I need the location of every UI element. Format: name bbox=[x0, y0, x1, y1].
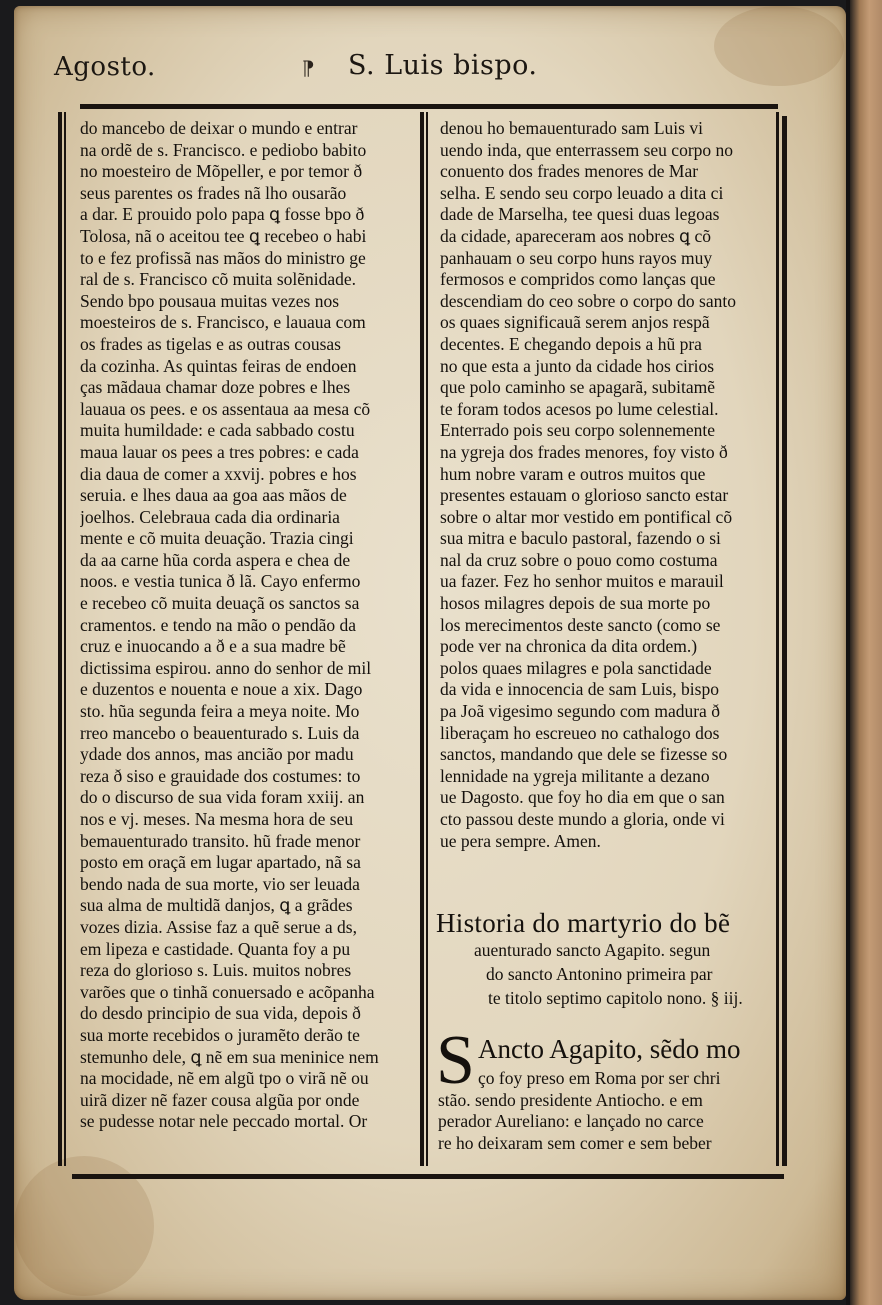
text-line: seus parentes os frades nã lho ousarão bbox=[80, 182, 347, 203]
column-rule-left bbox=[58, 112, 62, 1166]
text-line: dade de Marselha, tee quesi duas legoas bbox=[440, 204, 720, 225]
text-line: da cozinha. As quintas feiras de endoen bbox=[80, 355, 357, 376]
text-line: varões que o tinhã conuersado e acõpanha bbox=[80, 981, 375, 1002]
text-line: sua mitra e baculo pastoral, fazendo o si bbox=[440, 528, 721, 549]
column-rule-right bbox=[776, 112, 779, 1166]
running-header-saint: S. Luis bispo. bbox=[348, 50, 538, 81]
text-line: hum nobre varam e outros muitos que bbox=[440, 463, 706, 484]
text-line: em lipeza e castidade. Quanta foy a pu bbox=[80, 938, 351, 959]
text-line: los merecimentos deste sancto (como se bbox=[440, 614, 721, 635]
text-line: fermosos e compridos como lanças que bbox=[440, 269, 716, 290]
section-subheading: do sancto Antonino primeira par bbox=[486, 964, 713, 984]
paragraph-mark: ⁋ bbox=[302, 56, 315, 80]
section-subheading: auenturado sancto Agapito. segun bbox=[474, 940, 711, 960]
text-line: do o discurso de sua vida foram xxiij. an bbox=[80, 787, 365, 808]
text-line: no moesteiro de Mõpeller, e por temor ð bbox=[80, 161, 363, 182]
text-line: panhauam o seu corpo huns rayos muy bbox=[440, 247, 713, 268]
text-line: bendo nada de sua morte, vio ser leuada bbox=[80, 873, 360, 894]
text-line: perador Aureliano: e lançado no carce bbox=[438, 1111, 704, 1132]
text-line: selha. E sendo seu corpo leuado a dita ci bbox=[440, 182, 724, 203]
text-line: joelhos. Celebraua cada dia ordinaria bbox=[80, 506, 340, 527]
text-line: ço foy preso em Roma por ser chri bbox=[478, 1068, 721, 1088]
text-line: na ygreja dos frades menores, foy visto ð bbox=[440, 441, 728, 462]
text-line: ue Dagosto. que foy ho dia em que o san bbox=[440, 787, 725, 808]
text-line: uendo inda, que enterrassem seu corpo no bbox=[440, 139, 734, 160]
text-line: reza do glorioso s. Luis. muitos nobres bbox=[80, 960, 352, 981]
text-line: rreo mancebo o beauenturado s. Luis da bbox=[80, 722, 360, 743]
text-line: denou ho bemauenturado sam Luis vi bbox=[440, 118, 703, 138]
column-rule-middle bbox=[420, 112, 424, 1166]
text-line: bemauenturado transito. hũ frade menor bbox=[80, 830, 361, 851]
text-line: Sendo bpo pousaua muitas vezes nos bbox=[80, 290, 340, 311]
text-line: mente e cõ muita deuação. Trazia cingi bbox=[80, 528, 354, 549]
left-text-column bbox=[80, 118, 410, 1133]
text-line: reza ð siso e grauidade dos costumes: to bbox=[80, 765, 361, 786]
bottom-rule bbox=[72, 1174, 784, 1179]
text-line: descendiam do ceo sobre o corpo do santo bbox=[440, 290, 736, 311]
text-line: ral de s. Francisco cõ muita solẽnidade. bbox=[80, 269, 357, 290]
text-line: polos quaes milagres e pola sanctidade bbox=[440, 657, 712, 678]
text-line: seruia. e lhes daua aa goa aas mãos de bbox=[80, 485, 347, 506]
text-line: os frades as tigelas e as outras cousas bbox=[80, 333, 341, 354]
text-line: moesteiros de s. Francisco, e lauaua com bbox=[80, 312, 366, 333]
column-rule-middle-inner bbox=[426, 112, 428, 1166]
right-text-column bbox=[440, 118, 770, 852]
text-line: ue pera sempre. Amen. bbox=[440, 830, 601, 851]
text-line: sto. hũa segunda feira a meya noite. Mo bbox=[80, 701, 360, 722]
text-line: do mancebo de deixar o mundo e entrar bbox=[80, 118, 358, 138]
text-line: stão. sendo presidente Antiocho. e em bbox=[438, 1089, 703, 1110]
text-line: to e fez profissã nas mãos do ministro ge bbox=[80, 247, 366, 268]
text-line: do desdo principio de sua vida, depois ð bbox=[80, 1003, 361, 1024]
water-stain bbox=[714, 6, 844, 86]
text-line: e recebeo cõ muita deuaçã os sanctos sa bbox=[80, 593, 360, 614]
section-heading: Historia do martyrio do bẽ bbox=[436, 908, 731, 938]
text-line: a dar. E prouido polo papa ꝗ fosse bpo ð bbox=[80, 204, 365, 225]
text-line: cto passou deste mundo a gloria, onde vi bbox=[440, 809, 725, 829]
text-line: e duzentos e nouenta e noue a xix. Dago bbox=[80, 679, 363, 700]
text-line: dia daua de comer a xxvij. pobres e hos bbox=[80, 463, 357, 484]
text-line: pa Joã vigesimo segundo com madura ð bbox=[440, 701, 720, 722]
text-line: ydade dos annos, mas ancião por madu bbox=[80, 744, 354, 765]
text-line: da cidade, apareceram aos nobres ꝗ cõ bbox=[440, 225, 712, 246]
text-line: os quaes significauã serem anjos respã bbox=[440, 312, 710, 333]
text-line: Tolosa, nã o aceitou tee ꝗ recebeo o habi bbox=[80, 225, 367, 246]
text-line: no que esta a junto da cidade hos cirios bbox=[440, 355, 715, 376]
text-line: te foram todos acesos po lume celestial. bbox=[440, 398, 719, 419]
text-line: uirã dizer nẽ fazer cousa algũa por onde bbox=[80, 1089, 360, 1110]
text-line: pode ver na chronica da dita ordem.) bbox=[440, 636, 698, 657]
text-line: nos e vj. meses. Na mesma hora de seu bbox=[80, 809, 354, 829]
text-line: dictissima espirou. anno do senhor de mil bbox=[80, 657, 372, 678]
section-first-line: Ancto Agapito, sẽdo mo bbox=[478, 1034, 741, 1064]
text-line: noos. e vestia tunica ð lã. Cayo enfermo bbox=[80, 571, 361, 592]
section-subheading: te titolo septimo capitolo nono. § iij. bbox=[488, 988, 743, 1008]
text-line: Enterrado pois seu corpo solennemente bbox=[440, 420, 716, 441]
text-line: liberaçam ho escreueo no cathalogo dos bbox=[440, 722, 720, 743]
text-line: da aa carne hũa corda aspera e chea de bbox=[80, 549, 351, 570]
text-line: nal da cruz sobre o pouo como costuma bbox=[440, 549, 718, 570]
running-header-month: Agosto. bbox=[54, 52, 156, 82]
text-line: hosos milagres depois de sua morte po bbox=[440, 593, 711, 614]
text-line: se pudesse notar nele peccado mortal. Or bbox=[80, 1111, 368, 1132]
text-line: lauaua os pees. e os assentaua aa mesa cõ bbox=[80, 398, 371, 419]
text-line: lennidade na ygreja militante a dezano bbox=[440, 765, 710, 786]
text-line: na ordẽ de s. Francisco. e pediobo babito bbox=[80, 139, 367, 160]
text-line: muita humildade: e cada sabbado costu bbox=[80, 420, 355, 441]
text-line: posto em oraçã em lugar apartado, nã sa bbox=[80, 852, 361, 873]
text-line: que polo caminho se apagarã, subitamẽ bbox=[440, 377, 716, 398]
text-line: cramentos. e tendo na mão o pendão da bbox=[80, 614, 357, 635]
drop-capital: S bbox=[436, 1022, 475, 1099]
text-line: na mocidade, nẽ em algũ tpo o virã nẽ ou bbox=[80, 1068, 369, 1089]
text-line: sobre o altar mor vestido em pontifical cõ bbox=[440, 506, 733, 527]
text-line: sua morte recebidos o juramẽto derão te bbox=[80, 1024, 360, 1045]
section-body-lines bbox=[438, 1068, 774, 1154]
text-line: sanctos, mandando que dele se fizesse so bbox=[440, 744, 728, 765]
text-line: presentes estauam o glorioso sancto estar bbox=[440, 485, 729, 506]
text-line: re ho deixaram sem comer e sem beber bbox=[438, 1132, 712, 1153]
column-rule-left-inner bbox=[64, 112, 66, 1166]
column-rule-right-outer bbox=[782, 116, 787, 1166]
text-line: cruz e inuocando a ð e a sua madre bẽ bbox=[80, 636, 346, 657]
text-line: conuento dos frades menores de Mar bbox=[440, 161, 699, 182]
top-rule bbox=[80, 104, 778, 109]
text-line: da vida e innocencia de sam Luis, bispo bbox=[440, 679, 719, 700]
text-line: decentes. E chegando depois a hũ pra bbox=[440, 333, 702, 354]
text-line: sua alma de multidã danjos, ꝗ a grãdes bbox=[80, 895, 353, 916]
text-line: ças mãdaua chamar doze pobres e lhes bbox=[80, 377, 351, 398]
text-line: vozes dizia. Assise faz a quẽ serue a ds, bbox=[80, 916, 357, 937]
text-line: maua lauar os pees a tres pobres: e cada bbox=[80, 441, 359, 462]
text-line: ua fazer. Fez ho senhor muitos e marauil bbox=[440, 571, 724, 592]
adjacent-page-edge bbox=[850, 0, 882, 1305]
text-line: stemunho dele, ꝗ nẽ em sua meninice nem bbox=[80, 1046, 379, 1067]
